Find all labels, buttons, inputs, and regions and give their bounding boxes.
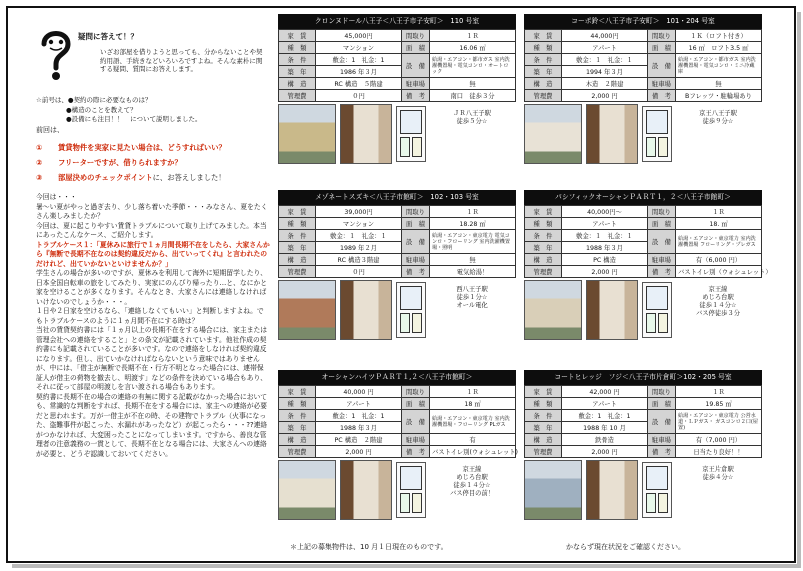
parking-value: 無 <box>430 78 516 90</box>
label-rent: 家 賃 <box>525 386 562 398</box>
parking-value: 有（7,000 円） <box>676 434 762 446</box>
label-area: 面 積 <box>648 218 676 230</box>
remarks-value: バストイレ別(ウォシュレット) <box>430 446 516 458</box>
property-photos <box>524 280 762 341</box>
label-area: 面 積 <box>648 398 676 410</box>
property-card <box>278 190 516 358</box>
toc-item: ●設備にも注目！！ について説明しました。 <box>66 115 202 123</box>
fee-value: 2,000 円 <box>562 446 648 458</box>
type-value: アパート <box>562 42 648 54</box>
label-parking: 駐車場 <box>648 78 676 90</box>
structure-value: PC 構造 ２階建 <box>316 434 402 446</box>
label-rent: 家 賃 <box>525 30 562 42</box>
previous-issue-summary <box>36 96 266 125</box>
layout-value: １Ｒ <box>430 206 516 218</box>
label-built: 築 年 <box>279 422 316 434</box>
footer-note-left: ＊上記の募集物件は、10 月１日現在のものです。 <box>290 543 448 551</box>
access-note: 京王八王子駅 徒歩９分☆ <box>699 110 737 125</box>
label-type: 種 類 <box>279 42 316 54</box>
label-equipment: 設 備 <box>402 410 430 434</box>
area-value: 16.06 ㎡ <box>430 42 516 54</box>
access-note: ＪＲ八王子駅 徒歩５分☆ <box>453 110 491 125</box>
floor-plan-room <box>400 493 410 513</box>
question-item <box>36 155 272 170</box>
exterior-photo <box>524 104 582 164</box>
property-card <box>524 14 762 182</box>
label-remarks: 備 考 <box>648 90 676 102</box>
property-title: メゾネートスズキ＜八王子市館町＞ 102・103 号室 <box>278 190 516 205</box>
interior-photo <box>340 460 392 520</box>
property-title: コートヒレッジ フジ＜八王子市片倉町＞102・205 号室 <box>524 370 762 385</box>
label-structure: 構 造 <box>525 254 562 266</box>
floor-plan-room <box>400 110 422 134</box>
label-terms: 条 件 <box>279 410 316 422</box>
label-layout: 間取り <box>648 206 676 218</box>
label-remarks: 備 考 <box>402 266 430 278</box>
label-structure: 構 造 <box>525 434 562 446</box>
floor-plan-room <box>646 466 668 490</box>
label-rent: 家 賃 <box>525 206 562 218</box>
terms-value: 敷金：1 礼金：1 <box>316 54 402 66</box>
paragraph: 契約書に長期不在の場合の連絡の有無に関する記載がなかった場合においても、常識的な判断をすれば、長期不在をする場合には、家主への連絡が必要だと思われます。万が一借主が不在の時、その建物でトラブル（火事になった、盗難事件が起こった、水漏れがあったなど）が起こったら・・・??連絡がつかなければ、大変困ったことになってしまいます。ですから、善良な管理者の注意義務の一貫として、長期不在となる場合には、大家さんへの連絡が必要と、どうぞ認識しておいてください。 <box>36 392 268 458</box>
built-value: 1988 年 10 月 <box>562 422 648 434</box>
fee-value: 2,000 円 <box>316 446 402 458</box>
built-value: 1986 年３月 <box>316 66 402 78</box>
paragraph: 暑〜い夏がやっと過ぎ去り、少し落ち着いた季節・・・みなさん、夏をたくさん楽しみましたか？ <box>36 202 268 220</box>
equipment-value: 給湯・エアコン・都市ガス 室内洗濯機置場・電気コンロ・オートロック <box>430 54 516 78</box>
property-photos <box>524 460 762 521</box>
floor-plan-room <box>412 313 422 333</box>
floor-plan-room <box>400 466 422 490</box>
remarks-value: バストイレ別（ウォシュレット） <box>676 266 762 278</box>
built-value: 1988 年３月 <box>562 242 648 254</box>
fee-value: 2,000 円 <box>562 90 648 102</box>
interior-photo <box>340 104 392 164</box>
property-title: コーポ鈴＜八王子市子安町＞ 101・204 号室 <box>524 14 762 29</box>
label-parking: 駐車場 <box>402 434 430 446</box>
floor-plan-room <box>400 313 410 333</box>
parking-value: 有（6,000 円） <box>676 254 762 266</box>
page-shadow-right <box>797 12 801 565</box>
equipment-value: 給湯・エアコン・東京電力 室内洗濯機置場・フローリング PLガス <box>430 410 516 434</box>
parking-value: 無 <box>676 78 762 90</box>
last-time-label: 前回は、 <box>36 126 64 134</box>
interior-photo <box>586 460 638 520</box>
label-structure: 構 造 <box>279 78 316 90</box>
label-type: 種 類 <box>525 398 562 410</box>
floor-plan <box>396 282 426 338</box>
structure-value: RC 構造 ５階建 <box>316 78 402 90</box>
label-terms: 条 件 <box>279 230 316 242</box>
access-note: 西八王子駅 徒歩１分☆ オール電化 <box>456 286 488 309</box>
label-fee: 管理費 <box>525 90 562 102</box>
access-note: 京王線 めじろ台駅 徒歩１４分☆ バス停目の前！ <box>449 466 495 497</box>
label-parking: 駐車場 <box>648 434 676 446</box>
property-spec-table <box>278 205 516 278</box>
exterior-photo <box>278 280 336 340</box>
document-page <box>6 6 796 563</box>
qa-intro: いざお部屋を借りようと思っても、分からないことや契約用語、手続きなどいろいろですよね。そんな素朴に関する疑問、質問にお答えします。 <box>100 48 263 74</box>
label-rent: 家 賃 <box>279 206 316 218</box>
built-value: 1994 年３月 <box>562 66 648 78</box>
rent-value: 39,000円 <box>316 206 402 218</box>
property-spec-table <box>524 385 762 458</box>
interior-photo <box>586 280 638 340</box>
area-value: 19.85 ㎡ <box>676 398 762 410</box>
access-note: 京王片倉駅 徒歩４分☆ <box>702 466 734 481</box>
property-spec-table <box>524 29 762 102</box>
property-spec-table <box>278 385 519 458</box>
fee-value: 2,000 円 <box>562 266 648 278</box>
label-terms: 条 件 <box>525 410 562 422</box>
layout-value: １Ｒ <box>676 206 762 218</box>
floor-plan-room <box>400 286 422 310</box>
floor-plan-room <box>646 493 656 513</box>
label-structure: 構 造 <box>279 254 316 266</box>
fee-value: ０円 <box>316 266 402 278</box>
paragraph: 当社の賃貸契約書には「１ヵ月以上の長期不在をする場合には、家主または管理会社への連絡をすること」との条文が記載されています。他社作成の契約書にも記載されていることが多いです。なので連絡をしなければ契約違反になります。但し、出ていかなければならないという意味ではありませんが、中には、「借主が無断で長期不在・行方不明となった場合には、連帯保証人が借主の荷物を撤去し、明渡す」などの条件を決めている場合もあり、それに従って部屋の明渡しを言い渡される場合もあります。 <box>36 326 268 391</box>
question-answer: に、お答えしました！ <box>152 173 226 182</box>
question-text: 部屋決めのチェックポイント <box>58 173 153 182</box>
qa-column <box>10 10 272 559</box>
label-structure: 構 造 <box>525 78 562 90</box>
label-area: 面 積 <box>402 218 430 230</box>
question-number: ② <box>36 158 43 167</box>
property-spec-table <box>278 29 516 102</box>
label-type: 種 類 <box>525 42 562 54</box>
fee-value: ０円 <box>316 90 402 102</box>
exterior-photo <box>524 460 582 520</box>
label-type: 種 類 <box>525 218 562 230</box>
built-value: 1988 年３月 <box>316 422 402 434</box>
floor-plan-room <box>646 110 668 134</box>
parking-value: 無 <box>430 254 516 266</box>
interior-photo <box>586 104 638 164</box>
label-parking: 駐車場 <box>648 254 676 266</box>
structure-value: 木造 ２階建 <box>562 78 648 90</box>
terms-value: 敷金：１ 礼金：１ <box>562 54 648 66</box>
label-type: 種 類 <box>279 398 316 410</box>
label-layout: 間取り <box>402 386 430 398</box>
layout-value: １Ｒ <box>676 386 762 398</box>
label-built: 築 年 <box>525 66 562 78</box>
exterior-photo <box>278 104 336 164</box>
type-value: マンション <box>316 42 402 54</box>
property-card <box>278 14 516 182</box>
layout-value: １Ｋ（ロフト付き） <box>676 30 762 42</box>
terms-value: 敷金：１ 礼金：１ <box>562 230 648 242</box>
label-remarks: 備 考 <box>648 446 676 458</box>
label-fee: 管理費 <box>279 90 316 102</box>
exterior-photo <box>278 460 336 520</box>
access-note: 京王線 めじろ台駅 徒歩１４分☆ バス停徒歩３分 <box>695 286 741 317</box>
equipment-value: 給湯・エアコン・東京電力 室内洗濯機置場 フローリング・プレガス <box>676 230 762 254</box>
type-value: マンション <box>316 218 402 230</box>
label-structure: 構 造 <box>279 434 316 446</box>
label-remarks: 備 考 <box>402 90 430 102</box>
property-card <box>278 370 519 538</box>
label-area: 面 積 <box>402 398 430 410</box>
structure-value: RC 構造３階建 <box>316 254 402 266</box>
label-area: 面 積 <box>648 42 676 54</box>
floor-plan <box>396 106 426 162</box>
label-equipment: 設 備 <box>648 230 676 254</box>
label-parking: 駐車場 <box>402 78 430 90</box>
label-built: 築 年 <box>279 242 316 254</box>
floor-plan-room <box>646 286 668 310</box>
built-value: 1989 年２月 <box>316 242 402 254</box>
area-value: 16 ㎡ ロフト3.5 ㎡ <box>676 42 762 54</box>
property-photos <box>278 280 516 341</box>
label-equipment: 設 備 <box>402 230 430 254</box>
label-rent: 家 賃 <box>279 30 316 42</box>
remarks-value: Bフレッツ・駐輪場あり <box>676 90 762 102</box>
rent-value: 44,000円 <box>562 30 648 42</box>
question-number: ③ <box>36 173 43 182</box>
question-text: フリーターですが、借りられますか？ <box>58 158 182 167</box>
floor-plan <box>642 106 672 162</box>
floor-plan-room <box>646 137 656 157</box>
article-body <box>36 193 270 459</box>
question-mark-mascot-icon <box>38 28 74 84</box>
interior-photo <box>340 280 392 340</box>
terms-value: 敷金：1 礼金：1 <box>562 410 648 422</box>
toc-heading: ☆前号は、●契約の際に必要なものは？ <box>36 96 152 104</box>
question-list <box>36 140 272 185</box>
floor-plan-room <box>646 313 656 333</box>
footer-note-right: かならず現在状況をご確認ください。 <box>566 543 685 551</box>
equipment-value: 給湯・エアコン・都市ガス 室内洗濯機置場・電気コンロ・ミニ冷蔵庫 <box>676 54 762 78</box>
type-value: アパート <box>562 398 648 410</box>
qa-title: 疑問に答えて！？ <box>78 32 138 41</box>
label-built: 築 年 <box>525 422 562 434</box>
label-equipment: 設 備 <box>402 54 430 78</box>
paragraph: 今回は・・・ <box>36 193 77 201</box>
property-title: パシフィックオーシャンＰＡＲＴ１，２＜八王子市館町＞ <box>524 190 762 205</box>
label-fee: 管理費 <box>279 266 316 278</box>
terms-value: 敷金：1 礼金：1 <box>316 410 402 422</box>
area-value: 18.28 ㎡ <box>430 218 516 230</box>
label-layout: 間取り <box>648 386 676 398</box>
label-parking: 駐車場 <box>402 254 430 266</box>
label-terms: 条 件 <box>279 54 316 66</box>
trouble-case-heading: トラブルケース１：「夏休みに旅行で１ヵ月間長期不在をしたら、大家さんから『無断で長期不在なのは契約違反だから、出ていってくれ』と言われたのだけれど、出ていかないといけませんか？」 <box>36 240 270 268</box>
question-text: 賃貸物件を実家に見たい場合は、どうすればいい？ <box>58 143 226 152</box>
toc-item: ●構造のことを教えて？ <box>66 105 137 114</box>
label-terms: 条 件 <box>525 54 562 66</box>
paragraph: 学生さんの場合が多いのですが、夏休みを利用して海外に短期留学したり、日本全国自転車の旅をしてみたり、実家にのんびり帰ったり…と、なにかと家を空けることが多くなります。そんなとき、大家さんには連絡しなければいけないのでしょうか・・・。 <box>36 269 268 306</box>
area-value: 18 ㎡ <box>430 398 516 410</box>
question-item <box>36 140 272 155</box>
question-number: ① <box>36 143 43 152</box>
floor-plan <box>396 462 426 518</box>
label-terms: 条 件 <box>525 230 562 242</box>
floor-plan-room <box>412 493 422 513</box>
property-title: クロンヌドール八王子＜八王子市子安町＞ 110 号室 <box>278 14 516 29</box>
property-photos <box>278 460 516 521</box>
label-remarks: 備 考 <box>648 266 676 278</box>
terms-value: 敷金：１ 礼金：１ <box>316 230 402 242</box>
page-shadow-bottom <box>12 564 801 568</box>
rent-value: 40,000円〜 <box>562 206 648 218</box>
rent-value: 45,000円 <box>316 30 402 42</box>
label-equipment: 設 備 <box>648 410 676 434</box>
floor-plan-room <box>400 137 410 157</box>
label-layout: 間取り <box>402 30 430 42</box>
rent-value: 40,000 円 <box>316 386 402 398</box>
property-title: オーシャンハイツＰＡＲＴ１,２＜八王子市館町＞ <box>278 370 516 385</box>
label-fee: 管理費 <box>525 446 562 458</box>
label-rent: 家 賃 <box>279 386 316 398</box>
question-item <box>36 170 272 185</box>
layout-value: １Ｒ <box>430 30 516 42</box>
property-photos <box>524 104 762 165</box>
type-value: アパート <box>316 398 402 410</box>
label-fee: 管理費 <box>279 446 316 458</box>
structure-value: 鉄骨造 <box>562 434 648 446</box>
property-card <box>524 190 772 358</box>
remarks-value: 南口 徒歩３分 <box>430 90 516 102</box>
property-photos <box>278 104 516 165</box>
label-built: 築 年 <box>279 66 316 78</box>
floor-plan <box>642 462 672 518</box>
label-equipment: 設 備 <box>648 54 676 78</box>
equipment-value: 給湯・エアコン・東京電力 公営水道・ＬＰガス・ ガスコンロ２口(屋置) <box>676 410 762 434</box>
parking-value: 有 <box>430 434 516 446</box>
label-remarks: 備 考 <box>402 446 430 458</box>
paragraph: 今回は、夏に起こりやすい賃貸トラブルについて取り上げてみました。本当にあったこんなケース、ご紹介します。 <box>36 221 267 239</box>
structure-value: PC 構造 <box>562 254 648 266</box>
label-layout: 間取り <box>648 30 676 42</box>
label-type: 種 類 <box>279 218 316 230</box>
label-area: 面 積 <box>402 42 430 54</box>
label-fee: 管理費 <box>525 266 562 278</box>
floor-plan-room <box>658 493 668 513</box>
floor-plan-room <box>412 137 422 157</box>
rent-value: 42,000 円 <box>562 386 648 398</box>
floor-plan <box>642 282 672 338</box>
property-spec-table <box>524 205 772 278</box>
label-layout: 間取り <box>402 206 430 218</box>
property-card <box>524 370 762 538</box>
paragraph: １日や２日家を空けるなら、「連絡しなくてもいい」と判断しますよね。でもトラブルケースのように１ヵ月間不在にする時は？ <box>36 307 264 325</box>
layout-value: １Ｒ <box>430 386 516 398</box>
label-built: 築 年 <box>525 242 562 254</box>
remarks-value: 電気給湯！ <box>430 266 516 278</box>
floor-plan-room <box>658 137 668 157</box>
type-value: アパート <box>562 218 648 230</box>
remarks-value: 日当たり良好！！ <box>676 446 762 458</box>
equipment-value: 給湯・エアコン・東京電力 電気コンロ・フローリング 室内洗濯機置場・照明 <box>430 230 516 254</box>
exterior-photo <box>524 280 582 340</box>
area-value: 18. ㎡ <box>676 218 762 230</box>
floor-plan-room <box>658 313 668 333</box>
